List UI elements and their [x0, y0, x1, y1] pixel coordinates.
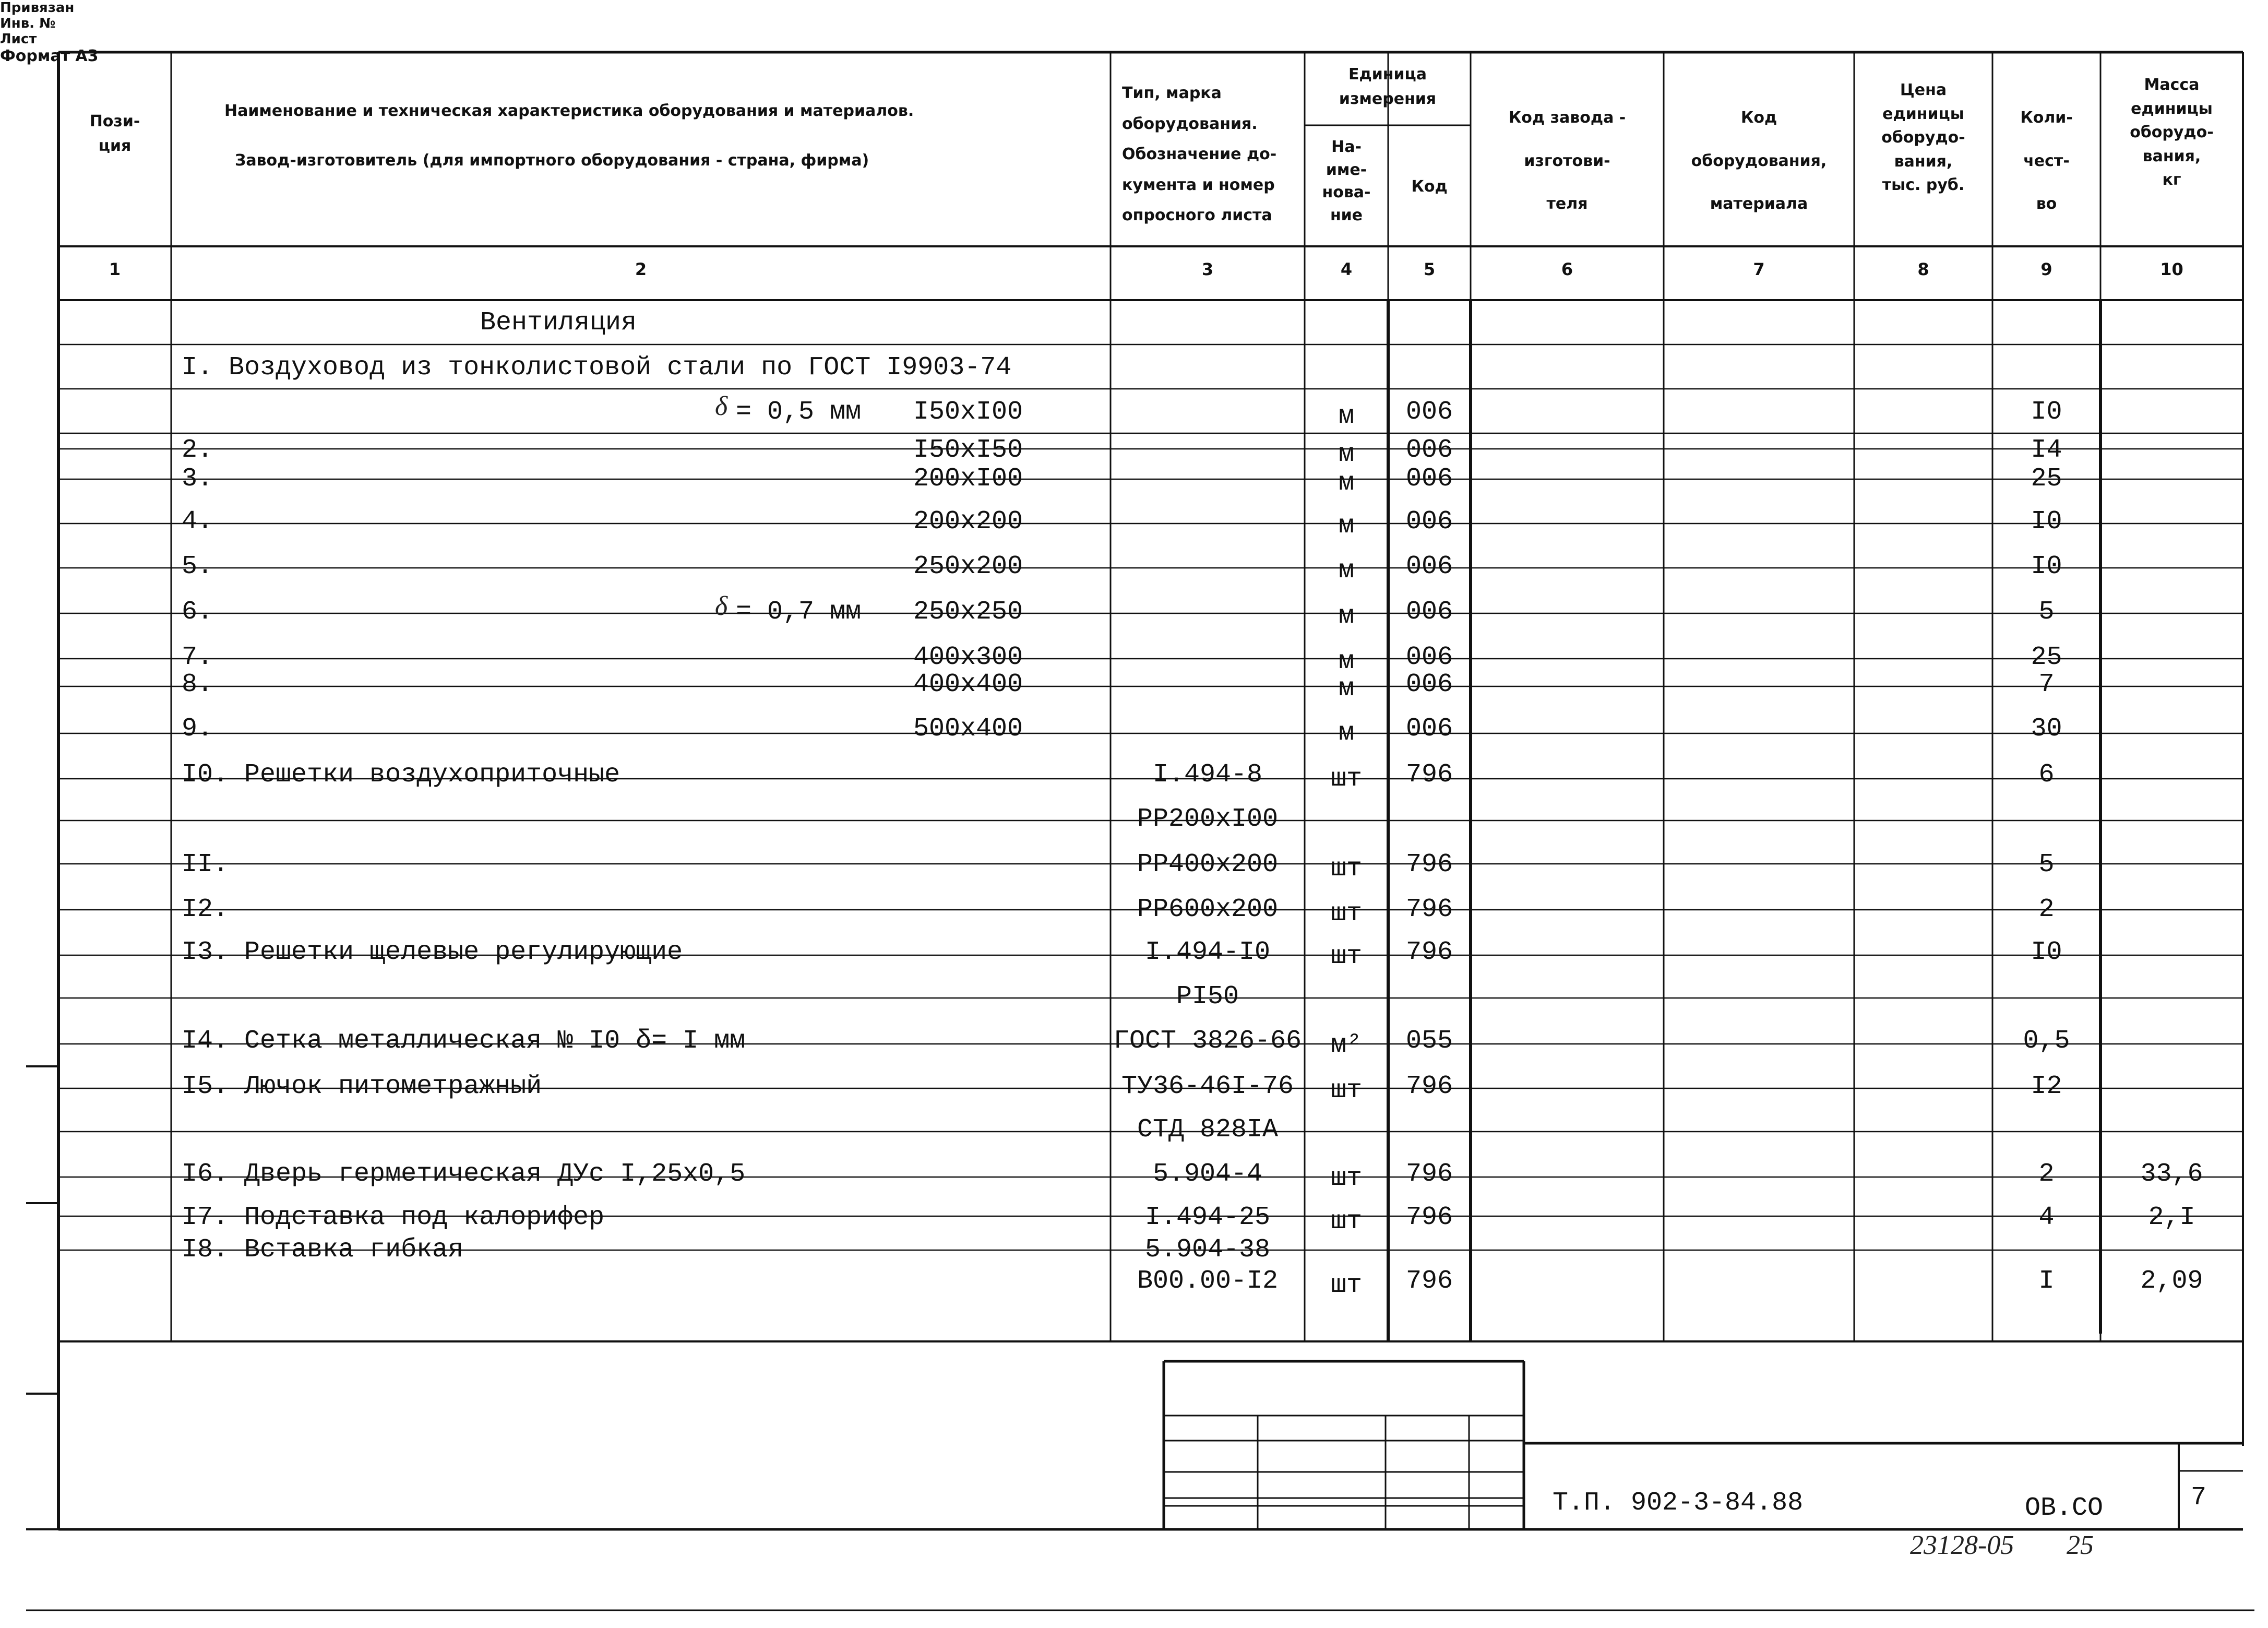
row-type-mark: PP400x200	[1137, 850, 1279, 880]
row-unit: м	[1338, 439, 1354, 469]
row-unit-code: 006	[1405, 597, 1453, 627]
row-name: 6.	[182, 597, 213, 627]
column-number: 4	[1340, 259, 1353, 279]
row-unit-code: 796	[1405, 760, 1453, 790]
column-number: 6	[1561, 259, 1573, 279]
row-size: 200x200	[913, 507, 1023, 537]
row-unit: шт	[1330, 1076, 1362, 1106]
row-unit-code: 006	[1405, 552, 1453, 581]
row-unit-code: 796	[1405, 1266, 1453, 1296]
row-quantity: 2	[2038, 1159, 2055, 1189]
row-size: 500x400	[913, 714, 1023, 744]
row-quantity: I4	[2031, 435, 2062, 465]
row-type-mark: B00.00-I2	[1137, 1266, 1279, 1296]
row-quantity: 5	[2038, 597, 2055, 627]
column-number: 8	[1917, 259, 1929, 279]
row-type-mark: PI50	[1176, 982, 1239, 1012]
header-unit-code: Код	[1411, 177, 1448, 196]
row-type-mark: 5.904-4	[1152, 1159, 1263, 1189]
row-name: I7. Подставка под калорифер	[182, 1203, 605, 1232]
row-thickness: = 0,5 мм	[736, 397, 862, 427]
stamp-attached-label: Привязан	[0, 0, 75, 16]
row-type-mark: 5.904-38	[1144, 1235, 1271, 1265]
row-type-mark: PP200xI00	[1137, 804, 1279, 834]
row-unit: шт	[1330, 854, 1362, 884]
row-unit-code: 006	[1405, 643, 1453, 672]
column-number: 3	[1201, 259, 1214, 279]
row-size: 400x300	[913, 643, 1023, 672]
row-unit: шт	[1330, 1207, 1362, 1237]
row-unit-code: 055	[1405, 1026, 1453, 1056]
stamp-sheet-number: 7	[2191, 1483, 2207, 1513]
row-unit-code: 796	[1405, 1072, 1453, 1101]
row-unit-code: 796	[1405, 850, 1453, 880]
section-title: Вентиляция	[480, 308, 637, 338]
header-name-line2: Завод-изготовитель (для импортного оборудования - страна, фирма)	[235, 151, 869, 170]
row-name: II.	[182, 850, 229, 880]
header-unit-name: На- име- нова- ние	[1322, 138, 1371, 224]
row-unit: шт	[1330, 942, 1362, 971]
stamp-section-code: ОВ.СО	[2025, 1493, 2104, 1523]
row-unit: м	[1338, 468, 1354, 498]
row-unit-code: 006	[1405, 435, 1453, 465]
row-type-mark: ГОСТ 3826-66	[1113, 1026, 1302, 1056]
row-type-mark: I.494-25	[1144, 1203, 1271, 1232]
row-name: 2.	[182, 435, 213, 465]
row-mass: 2,09	[2140, 1266, 2203, 1296]
header-equipment-code: Код оборудования, материала	[1691, 109, 1827, 213]
row-name: I5. Лючок питометражный	[182, 1072, 542, 1101]
row-quantity: 0,5	[2023, 1026, 2070, 1056]
row-quantity: 30	[2031, 714, 2062, 744]
row-type-mark: СТД 828IA	[1137, 1115, 1279, 1145]
row-quantity: 25	[2031, 464, 2062, 494]
row-size: I50xI00	[913, 397, 1023, 427]
row-unit: м	[1338, 647, 1354, 676]
row-quantity: I0	[2031, 937, 2062, 967]
row-unit: м	[1338, 674, 1354, 704]
row-name: 4.	[182, 507, 213, 537]
row-unit: шт	[1330, 764, 1362, 794]
row-quantity: 5	[2038, 850, 2055, 880]
row-quantity: 6	[2038, 760, 2055, 790]
row-unit: м	[1338, 556, 1354, 586]
row-quantity: I0	[2031, 507, 2062, 537]
row-quantity: I0	[2031, 397, 2062, 427]
row-quantity: I0	[2031, 552, 2062, 581]
row-quantity: 2	[2038, 895, 2055, 924]
row-quantity: 7	[2038, 670, 2055, 699]
stamp-sheet-label: Лист	[0, 31, 37, 47]
row-unit: шт	[1330, 899, 1362, 929]
row-size: 400x400	[913, 670, 1023, 699]
row-unit-code: 006	[1405, 464, 1453, 494]
row-unit-code: 006	[1405, 507, 1453, 537]
row-unit-code: 796	[1405, 1203, 1453, 1232]
row-unit-code: 796	[1405, 895, 1453, 924]
row-unit: шт	[1330, 1163, 1362, 1193]
row-unit-code: 006	[1405, 397, 1453, 427]
header-position: Пози- ция	[89, 112, 140, 155]
stamp-doc-code: Т.П. 902-3-84.88	[1553, 1488, 1804, 1518]
row-unit-code: 006	[1405, 670, 1453, 699]
row-mass: 2,I	[2148, 1203, 2195, 1232]
row-type-mark: I.494-I0	[1144, 937, 1271, 967]
header-unit-group: Единица измерения	[1339, 65, 1437, 108]
row-name: I8. Вставка гибкая	[182, 1235, 464, 1265]
header-price: Цена единицы оборудо- вания, тыс. руб.	[1881, 81, 1965, 195]
row-thickness: = 0,7 мм	[736, 597, 862, 627]
row-name: 9.	[182, 714, 213, 744]
row-size: 250x200	[913, 552, 1023, 581]
row-size: I50xI50	[913, 435, 1023, 465]
delta-symbol: δ	[715, 591, 728, 621]
row-quantity: 4	[2038, 1203, 2055, 1232]
row-mass: 33,6	[2140, 1159, 2203, 1189]
row-name: 8.	[182, 670, 213, 699]
row-unit: м	[1338, 511, 1354, 541]
column-number: 7	[1753, 259, 1765, 279]
header-type-mark: Тип, марка оборудования. Обозначение до- кумента и номер опросного листа	[1122, 84, 1277, 224]
row-name: I4. Сетка металлическая № I0 δ= I мм	[182, 1026, 746, 1056]
row-unit: м	[1338, 401, 1354, 431]
row-type-mark: I.494-8	[1152, 760, 1263, 790]
row-name: 7.	[182, 643, 213, 672]
row-name: I3. Решетки щелевые регулирующие	[182, 937, 683, 967]
header-name-line1: Наименование и техническая характеристика оборудования и материалов.	[224, 102, 914, 120]
row-name: I2.	[182, 895, 229, 924]
row-name: I0. Решетки воздухоприточные	[182, 760, 620, 790]
row-unit-code: 796	[1405, 937, 1453, 967]
delta-symbol: δ	[715, 391, 728, 421]
stamp-inv-label: Инв. №	[0, 16, 56, 31]
header-quantity: Коли- чест- во	[2020, 109, 2073, 213]
row-size: 250x250	[913, 597, 1023, 627]
row-quantity: I2	[2031, 1072, 2062, 1101]
row-unit-code: 006	[1405, 714, 1453, 744]
row-type-mark: ТУ36-46I-76	[1121, 1072, 1294, 1101]
header-factory-code: Код завода - изготови- теля	[1508, 109, 1626, 213]
row-name: I. Воздуховод из тонколистовой стали по ГОСТ I9903-74	[182, 353, 1012, 383]
column-number: 5	[1423, 259, 1436, 279]
paper-format: Формат А3	[0, 47, 99, 65]
row-quantity: 25	[2031, 643, 2062, 672]
row-unit-code: 796	[1405, 1159, 1453, 1189]
archive-number: 23128-05	[1910, 1530, 2014, 1560]
header-mass: Масса единицы оборудо- вания, кг	[2130, 76, 2214, 189]
column-number: 9	[2040, 259, 2052, 279]
row-unit: м	[1338, 718, 1354, 748]
row-name: I6. Дверь герметическая ДУс I,25x0,5	[182, 1159, 746, 1189]
row-unit: шт	[1330, 1270, 1362, 1300]
row-unit: м	[1338, 601, 1354, 631]
column-number: 2	[635, 259, 647, 279]
row-type-mark: PP600x200	[1137, 895, 1279, 924]
row-unit: м²	[1330, 1030, 1362, 1060]
row-quantity: I	[2038, 1266, 2055, 1296]
column-number: 10	[2160, 259, 2183, 279]
column-number: 1	[109, 259, 121, 279]
row-name: 3.	[182, 464, 213, 494]
archive-page: 25	[2067, 1530, 2094, 1560]
row-name: 5.	[182, 552, 213, 581]
row-size: 200xI00	[913, 464, 1023, 494]
